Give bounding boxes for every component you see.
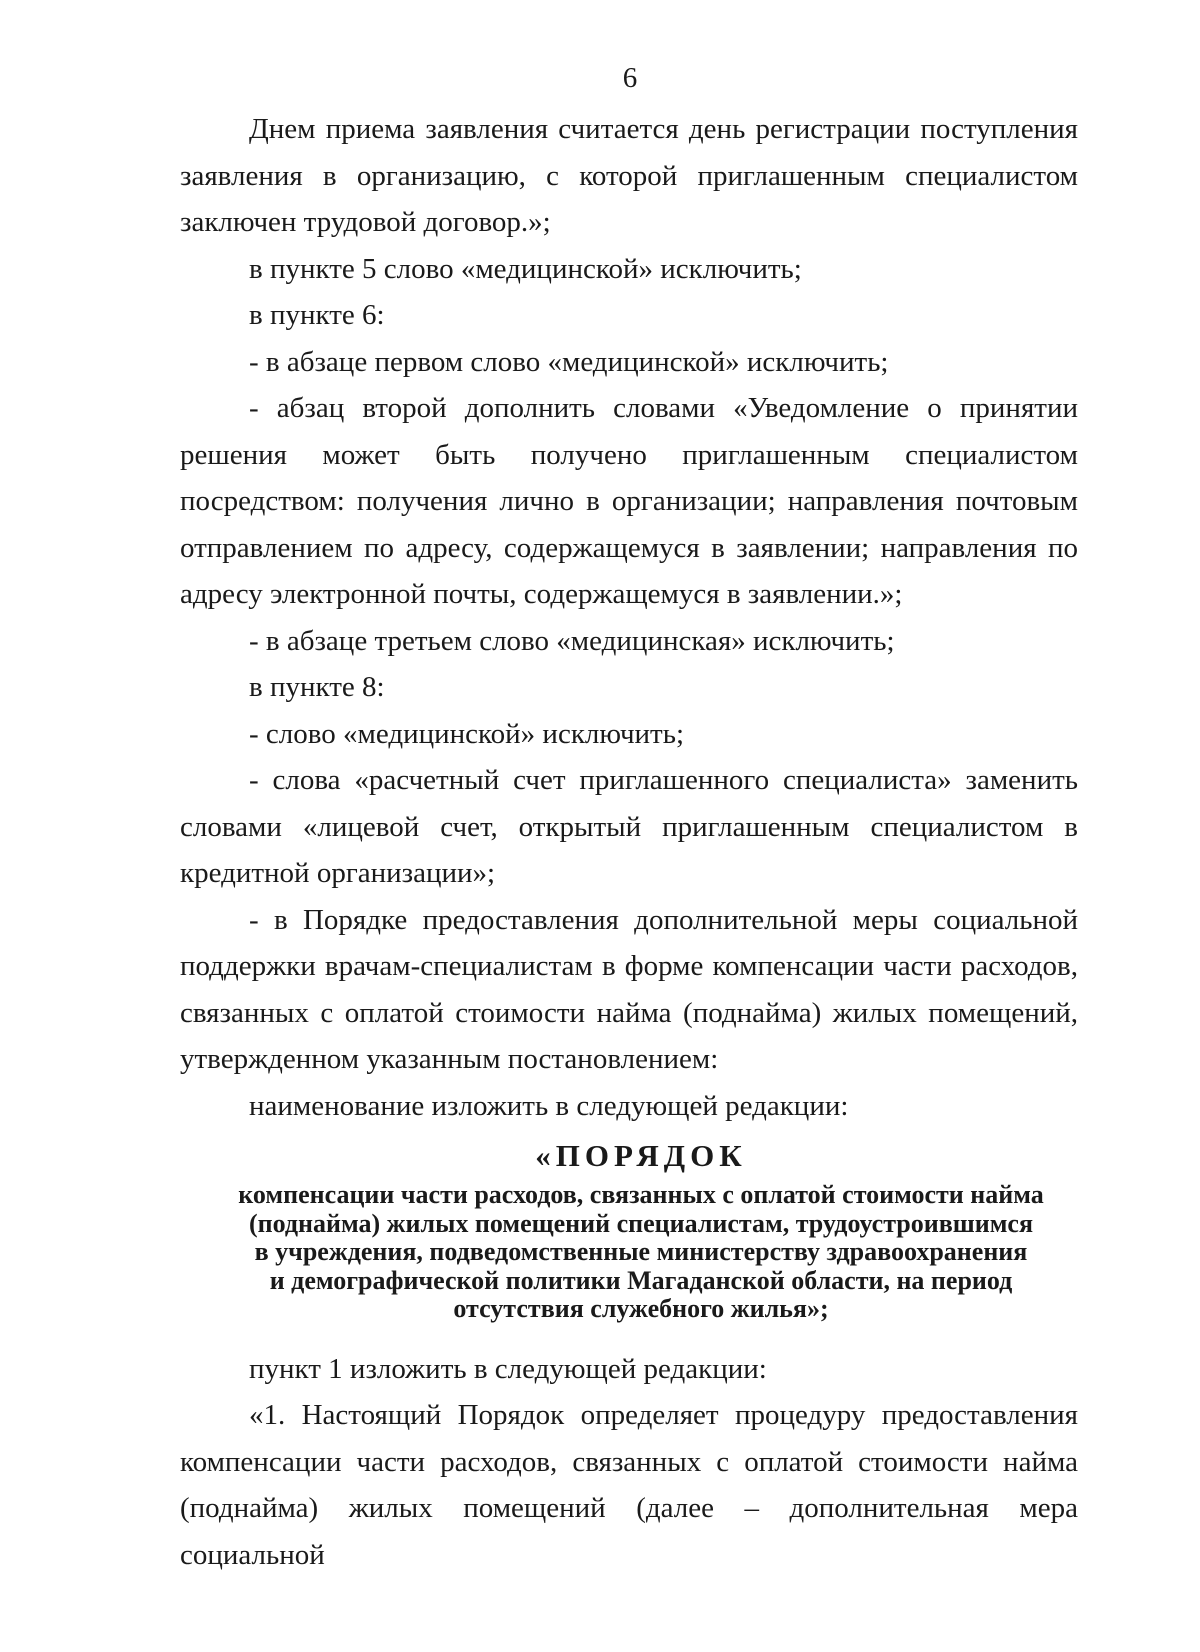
paragraph-item8-account: - слова «расчетный счет приглашенного специалиста» заменить словами «лицевой счет, открытый приглашенным специалистом в кредитной организации»; xyxy=(180,764,1078,889)
paragraph-item8: в пункте 8: xyxy=(249,671,385,703)
paragraph-title-amend: наименование изложить в следующей редакции: xyxy=(249,1089,849,1122)
heading-subtitle xyxy=(180,1181,1078,1324)
paragraph-item6-third-abzac: - в абзаце третьем слово «медицинская» исключить; xyxy=(249,624,895,657)
document-body xyxy=(180,106,1078,1578)
paragraph-procedure-amend: - в Порядке предоставления дополнительной меры социальной поддержки врачам-специалистам в форме компенсации части расходов, связанных с оплатой стоимости найма (поднайма) жилых помещений, утвержденном указанным постановлением: xyxy=(180,903,1078,1075)
paragraph-item8-word: - слово «медицинской» исключить; xyxy=(249,717,684,750)
paragraph-item6: в пункте 6: xyxy=(249,299,385,331)
heading-line: и демографической политики Магаданской области, на период xyxy=(269,1265,1013,1295)
heading-line: (поднайма) жилых помещений специалистам, трудоустроившимся xyxy=(248,1208,1034,1238)
paragraph-item6-second-abzac: - абзац второй дополнить словами «Уведомление о принятии решения может быть получено приглашенным специалистом посредством: получения лично в организации; направления почтовым отправлением по адресу, содержащемуся в заявлении; направления по адресу электронной почты, содержащемуся в заявлении.»; xyxy=(180,392,1078,610)
paragraph-item5: в пункте 5 слово «медицинской» исключить; xyxy=(249,252,802,285)
heading-line: компенсации части расходов, связанных с оплатой стоимости найма xyxy=(238,1180,1044,1209)
heading-line: отсутствия служебного жилья»; xyxy=(453,1294,829,1323)
paragraph-item6-first-abzac: - в абзаце первом слово «медицинской» исключить; xyxy=(249,345,889,378)
page-number: 6 xyxy=(622,62,638,94)
heading-title: «ПОРЯДОК xyxy=(535,1138,747,1173)
paragraph-reception-date: Днем приема заявления считается день регистрации поступления заявления в организацию, с которой приглашенным специалистом заключен трудовой договор.»; xyxy=(180,113,1078,238)
procedure-heading xyxy=(180,1135,1078,1324)
paragraph-item1-amend: пункт 1 изложить в следующей редакции: xyxy=(249,1352,767,1385)
paragraph-item1-text: «1. Настоящий Порядок определяет процедуру предоставления компенсации части расходов, связанных с оплатой стоимости найма (поднайма) жилых помещений (далее – дополнительная мера социальной xyxy=(180,1399,1078,1571)
heading-line: в учреждения, подведомственные министерству здравоохранения xyxy=(254,1237,1028,1266)
